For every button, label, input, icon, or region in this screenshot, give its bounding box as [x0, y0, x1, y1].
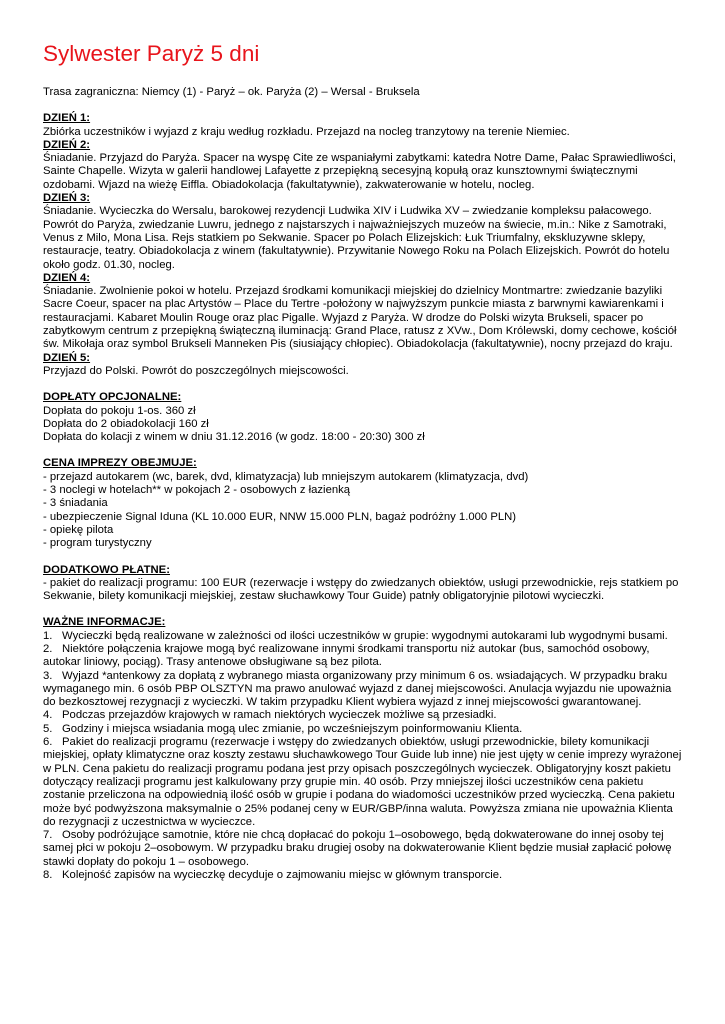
document-page: [43, 40, 685, 882]
info-item: [43, 723, 685, 736]
included-line: - ubezpieczenie Signal Iduna (KL 10.000 EUR, NNW 15.000 PLN, bagaż podróżny 1.000 PLN): [43, 510, 517, 523]
day-text: Śniadanie. Przyjazd do Paryża. Spacer na wyspę Cite ze wspaniałymi zabytkami: katedra Notre Dame, Pałac Sprawiedliwości, Sainte Chapelle. Wizyta w galerii handlowej Lafayette z przepiękną secesyjną kopułą oraz kunsztownymi świątecznymi ozdobami. Wjazd na wieżę Eiffla. Obiadokolacja (fakultatywnie), zakwaterowanie w hotelu, nocleg.: [43, 152, 676, 191]
additional-heading: DODATKOWO PŁATNE:: [43, 563, 170, 576]
additional-text: - pakiet do realizacji programu: 100 EUR (rezerwacje i wstępy do zwiedzanych obiektów, usługi przewodnickie, rejs statkiem po Sekwanie, bilety komunikacji miejskiej, zestaw słuchawkowy Tour Guide) patnły obligatoryjnie pilotowi wycieczki.: [43, 576, 679, 603]
info-item-text: Wycieczki będą realizowane w zależności od ilości uczestników w grupie: wygodnymi autokarami lub wygodnymi busami.: [62, 629, 668, 642]
day-text: Śniadanie. Zwolnienie pokoi w hotelu. Przejazd środkami komunikacji miejskiej do dzielnicy Montmartre: zwiedzanie bazyliki Sacre Coeur, spacer na plac Artystów – Place du Tertre -położony w najwyższym punkcie miasta z barwnymi kawiarenkami i restauracjami. Kabaret Moulin Rouge oraz plac Pigalle. Wyjazd z Paryża. W drodze do Polski wizyta Brukseli, spacer po zabytkowym centrum z przepiękną świąteczną iluminacją: Grand Place, ratusz z XVw., Dom Królewski, domy cechowe, kościół św. Mikołaja oraz symbol Brukseli Manneken Pis (siusiający chłopiec). Obiadokolacja (fakultatywnie), nocny przejazd do kraju.: [43, 285, 677, 351]
info-item-number: 3.: [43, 669, 53, 682]
included-line: - 3 noclegi w hotelach** w pokojach 2 - osobowych z łazienką: [43, 484, 351, 497]
page-title: Sylwester Paryż 5 dni: [43, 41, 260, 66]
day-heading: DZIEŃ 5:: [43, 351, 91, 364]
info-item-text: Wyjazd *antenkowy za dopłatą z wybranego miasta organizowany przy minimum 6 os. wsiadających. W przypadku braku wymaganego min. 6 osób PBP OLSZTYN ma prawo anulować wyjazd z danej miejscowości. Anulacja wyjazdu nie upoważnia do bezkosztowej rezygnacji z wycieczki. W takim przypadku Klient wybiera wyjazd z innej miejscowości gwarantowanej.: [43, 669, 672, 709]
info-item: [43, 630, 685, 643]
extras-line: Dopłata do 2 obiadokolacji 160 zł: [43, 417, 209, 430]
info-item: [43, 829, 685, 869]
info-item: [43, 670, 685, 710]
info-item: [43, 709, 685, 722]
extras-line: Dopłata do pokoju 1-os. 360 zł: [43, 404, 196, 417]
info-item-text: Pakiet do realizacji programu (rezerwacje i wstępy do zwiedzanych obiektów, usługi przewodnickie, bilety komunikacji miejskiej, opłaty klimatyczne oraz koszty zestawu słuchawkowego Tour Guide lub inne) nie jest ujęty w cenie imprezy wyrażonej w PLN. Cena pakietu do realizacji programu podana jest przy opisach poszczególnych wycieczek. Obligatoryjny koszt pakietu dotyczący realizacji programu jest kalkulowany przy grupie min. 40 osób. Przy mniejszej ilości uczestników cena pakietu zostanie przeliczona na odpowiednią ilość osób w grupie i podana do wiadomości uczestników przed wycieczką. Cena pakietu może być podwyższona maksymalnie o 25% podanej ceny w EUR/GBP/inna waluta. Powyższa zmiana nie upoważnia Klienta do rezygnacji z uczestnictwa w wycieczce.: [43, 736, 682, 828]
info-item-number: 8.: [43, 869, 53, 882]
day-heading: DZIEŃ 4:: [43, 271, 91, 284]
day-text: Zbiórka uczestników i wyjazd z kraju według rozkładu. Przejazd na nocleg tranzytowy na terenie Niemiec.: [43, 125, 570, 138]
included-heading: CENA IMPREZY OBEJMUJE:: [43, 457, 197, 470]
info-list: [43, 630, 685, 883]
info-item-text: Godziny i miejsca wsiadania mogą ulec zmianie, po wcześniejszym poinformowaniu Klienta.: [62, 722, 523, 735]
included-line: - program turystyczny: [43, 537, 152, 550]
day-heading: DZIEŃ 2:: [43, 138, 91, 151]
info-item-number: 4.: [43, 709, 53, 722]
info-item-text: Niektóre połączenia krajowe mogą być realizowane innymi środkami transportu niż autokar (bus, samochód osobowy, autokar liniowy, pociąg). Trasy antenowe obsługiwane są bez pilota.: [43, 642, 650, 669]
info-section: [43, 616, 685, 882]
day-text: Przyjazd do Polski. Powrót do poszczególnych miejscowości.: [43, 364, 349, 377]
info-item-text: Osoby podróżujące samotnie, które nie chcą dopłacać do pokoju 1–osobowego, będą dokwaterowane do innej osoby tej samej płci w pokoju 2–osobowym. W przypadku braku drugiej osoby na dokwaterowanie Klient będzie musiał zapłacić połowę stawki dopłaty do pokoju 1 – osobowego.: [43, 829, 672, 868]
route-line: Trasa zagraniczna: Niemcy (1) - Paryż – ok. Paryża (2) – Wersal - Bruksela: [43, 86, 420, 98]
info-item: [43, 643, 685, 670]
info-item-number: 1.: [43, 629, 53, 642]
info-item: [43, 736, 685, 829]
info-item-number: 6.: [43, 736, 53, 749]
extras-section: [43, 391, 685, 444]
info-item-number: 5.: [43, 722, 53, 735]
additional-section: [43, 564, 685, 604]
day-text: Śniadanie. Wycieczka do Wersalu, barokowej rezydencji Ludwika XIV i Ludwika XV – zwiedzanie kompleksu pałacowego. Powrót do Paryża, zwiedzanie Luwru, jednego z najstarszych i najważniejszych muzeów na świecie, m.in.: Nike z Samotraki, Venus z Milo, Mona Lisa. Rejs statkiem po Sekwanie. Spacer po Polach Elizejskich: Łuk Triumfalny, ekskluzywne sklepy, restauracje, teatry. Obiadokolacja z winem (fakultatywnie). Przywitanie Nowego Roku na Polach Elizejskich. Powrót do hotelu około godz. 01.30, nocleg.: [43, 205, 670, 271]
info-item-number: 2.: [43, 642, 53, 655]
included-section: [43, 457, 685, 550]
extras-heading: DOPŁATY OPCJONALNE:: [43, 391, 182, 404]
info-item: [43, 869, 685, 882]
day-program: [43, 112, 685, 378]
day-heading: DZIEŃ 3:: [43, 192, 91, 205]
included-line: - 3 śniadania: [43, 497, 108, 510]
extras-line: Dopłata do kolacji z winem w dniu 31.12.2016 (w godz. 18:00 - 20:30) 300 zł: [43, 431, 425, 444]
info-item-text: Podczas przejazdów krajowych w ramach niektórych wycieczek możliwe są przesiadki.: [62, 709, 497, 722]
day-heading: DZIEŃ 1:: [43, 112, 91, 125]
included-line: - opiekę pilota: [43, 523, 114, 536]
info-item-number: 7.: [43, 829, 53, 842]
info-item-text: Kolejność zapisów na wycieczkę decyduje o zajmowaniu miejsc w głównym transporcie.: [62, 869, 503, 882]
info-heading: WAŻNE INFORMACJE:: [43, 616, 166, 629]
included-line: - przejazd autokarem (wc, barek, dvd, klimatyzacja) lub mniejszym autokarem (klimatyzacja, dvd): [43, 470, 529, 483]
